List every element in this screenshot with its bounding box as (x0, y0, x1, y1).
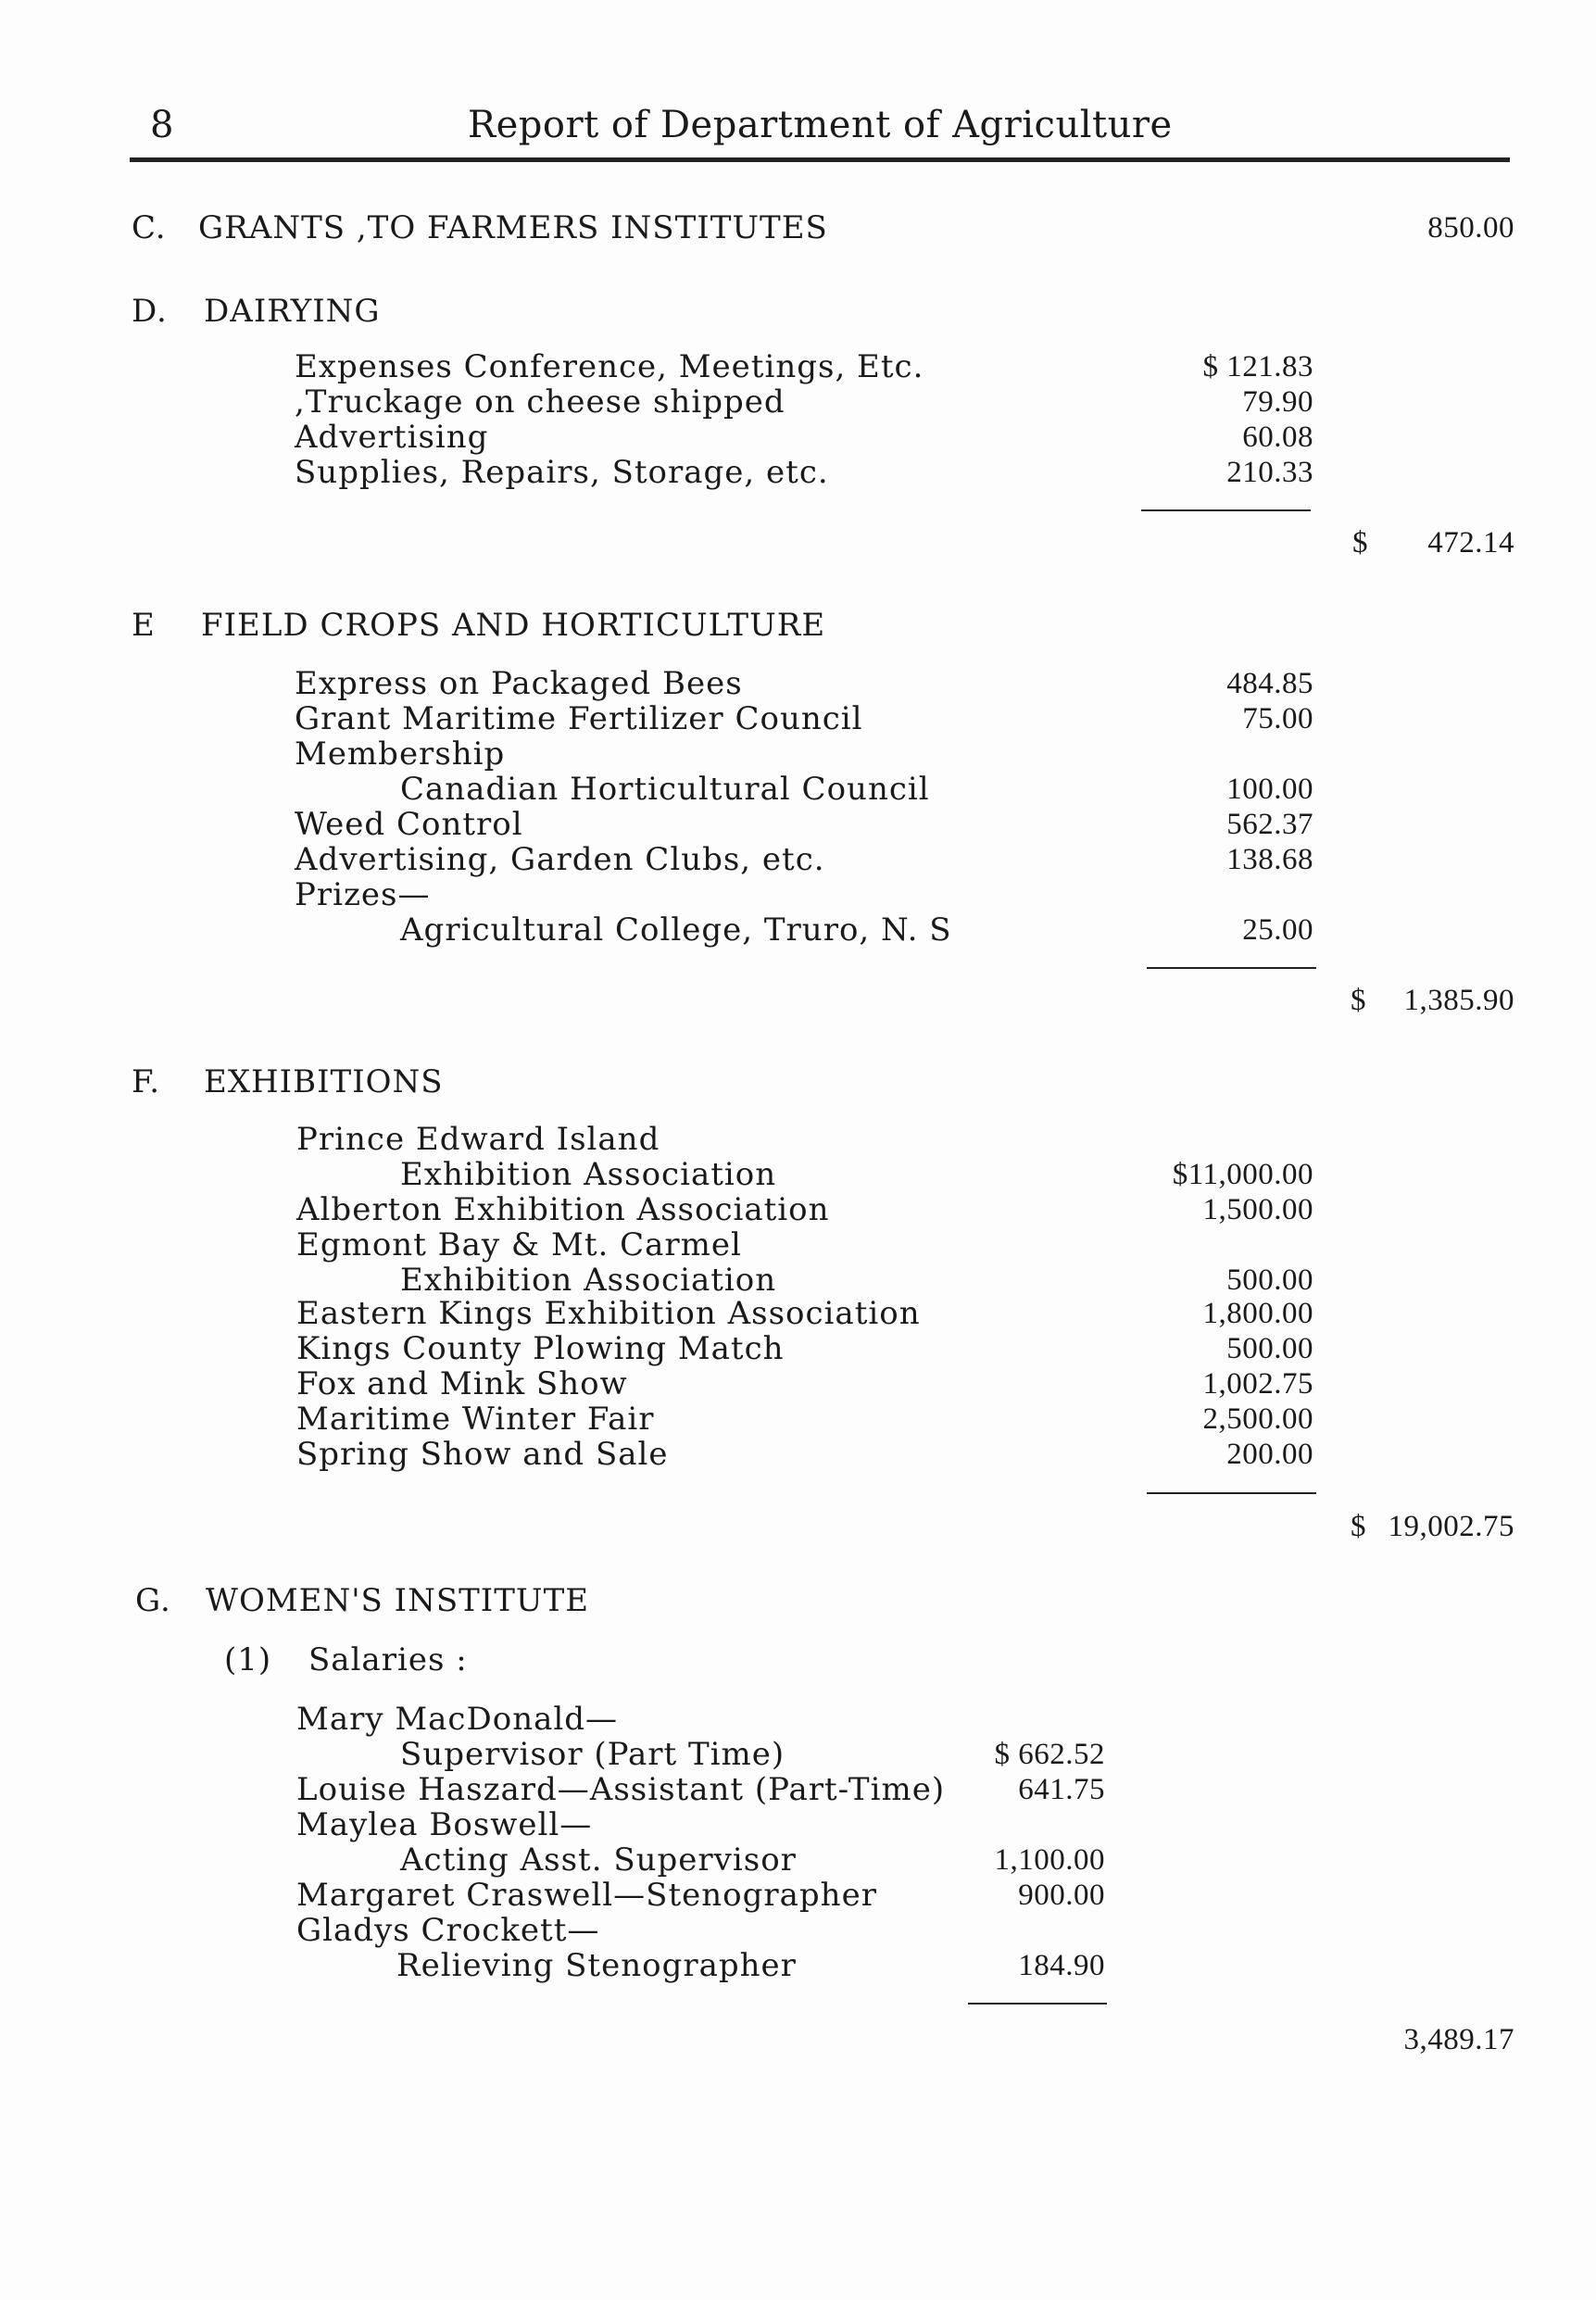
section-g-label: G. (135, 1582, 171, 1619)
section-g-item-amount: 184.90 (1018, 1949, 1105, 1982)
section-g-item-amount: 900.00 (1018, 1879, 1105, 1912)
section-f-item-text: Egmont Bay & Mt. Carmel (296, 1226, 742, 1263)
section-g-sub-title: Salaries : (308, 1641, 468, 1678)
section-f-item-amount: 2,500.00 (1202, 1402, 1313, 1436)
section-e-item-text: Canadian Horticultural Council (400, 771, 930, 808)
section-f-total: 19,002.75 (1388, 1510, 1514, 1543)
section-f-subtotal-rule (1147, 1492, 1316, 1494)
section-e-subtotal-rule (1147, 967, 1316, 969)
section-e-item-amount: 484.85 (1226, 667, 1313, 700)
section-g-item-text: Maylea Boswell— (296, 1806, 593, 1843)
section-g-item-text: Supervisor (Part Time) (400, 1736, 785, 1773)
section-g-title: WOMEN'S INSTITUTE (206, 1582, 590, 1619)
section-g-item-text: Acting Asst. Supervisor (400, 1841, 797, 1879)
section-f-item-amount: 1,002.75 (1202, 1367, 1313, 1401)
section-e-item-amount: 562.37 (1226, 808, 1313, 841)
section-d-item-amount: 210.33 (1226, 456, 1313, 489)
section-g-item-text: Mary MacDonald— (296, 1701, 619, 1738)
section-g-item-text: Louise Haszard—Assistant (Part-Time) (296, 1771, 946, 1808)
section-c-title: GRANTS ,TO FARMERS INSTITUTES (198, 209, 828, 246)
section-d-subtotal-rule (1141, 509, 1311, 511)
section-d-item-text: Expenses Conference, Meetings, Etc. (295, 348, 924, 385)
section-f-item-text: Exhibition Association (400, 1262, 777, 1299)
section-e-item-text: Advertising, Garden Clubs, etc. (295, 841, 825, 878)
section-d-item-text: Advertising (295, 419, 489, 456)
section-e-item-text: Express on Packaged Bees (295, 665, 743, 702)
section-g-item-amount: $ 662.52 (994, 1738, 1105, 1771)
section-d-label: D. (132, 293, 168, 330)
section-e-item-text: Prizes— (295, 876, 431, 913)
section-f-item-text: Maritime Winter Fair (296, 1401, 655, 1438)
section-f-item-amount: 500.00 (1226, 1332, 1313, 1365)
section-d-item-amount: $ 121.83 (1202, 350, 1313, 383)
section-f-item-amount: 1,800.00 (1202, 1297, 1313, 1330)
section-g-sub-label: (1) (224, 1641, 272, 1678)
section-d-total: 472.14 (1427, 526, 1514, 559)
section-g-item-amount: 641.75 (1018, 1773, 1105, 1806)
section-g-item-text: Gladys Crockett— (296, 1912, 600, 1949)
section-g-subtotal-rule (968, 2003, 1107, 2005)
section-f-item-text: Spring Show and Sale (296, 1436, 669, 1473)
section-g-item-text: Relieving Stenographer (396, 1947, 797, 1984)
section-f-item-amount: 1,500.00 (1202, 1193, 1313, 1226)
section-e-item-text: Agricultural College, Truro, N. S (400, 911, 952, 949)
section-f-item-text: Fox and Mink Show (296, 1365, 628, 1402)
section-e-total-currency: $ (1351, 984, 1366, 1017)
section-f-item-text: Exhibition Association (400, 1156, 777, 1193)
page-number: 8 (150, 104, 174, 146)
section-c-label: C. (132, 209, 167, 246)
section-f-item-amount: 200.00 (1226, 1438, 1313, 1471)
section-d-item-text: ,Truckage on cheese shipped (295, 383, 785, 421)
section-f-item-amount: 500.00 (1226, 1263, 1313, 1297)
section-d-item-text: Supplies, Repairs, Storage, etc. (295, 454, 829, 491)
section-f-item-text: Eastern Kings Exhibition Association (296, 1295, 921, 1332)
section-d-title: DAIRYING (204, 293, 381, 330)
section-f-label: F. (132, 1063, 161, 1100)
section-e-item-text: Weed Control (295, 806, 523, 843)
section-d-total-currency: $ (1352, 526, 1368, 559)
section-e-item-amount: 100.00 (1226, 773, 1313, 806)
section-e-item-text: Grant Maritime Fertilizer Council (295, 700, 863, 737)
section-f-item-text: Kings County Plowing Match (296, 1330, 785, 1367)
header-rule (130, 157, 1510, 162)
section-f-item-text: Alberton Exhibition Association (296, 1191, 830, 1228)
section-f-total-currency: $ (1351, 1510, 1366, 1543)
section-e-item-amount: 138.68 (1226, 843, 1313, 876)
section-f-item-amount: $11,000.00 (1172, 1158, 1313, 1191)
section-e-item-amount: 25.00 (1242, 913, 1313, 947)
section-e-title: FIELD CROPS AND HORTICULTURE (201, 607, 826, 644)
section-f-item-text: Prince Edward Island (296, 1121, 660, 1158)
section-g-item-amount: 1,100.00 (994, 1843, 1105, 1877)
section-d-item-amount: 60.08 (1242, 421, 1313, 454)
section-g-total: 3,489.17 (1403, 2023, 1514, 2056)
section-e-total: 1,385.90 (1403, 984, 1514, 1017)
page-title: Report of Department of Agriculture (468, 104, 1173, 146)
section-f-title: EXHIBITIONS (204, 1063, 444, 1100)
section-g-item-text: Margaret Craswell—Stenographer (296, 1877, 877, 1914)
section-e-item-amount: 75.00 (1242, 702, 1313, 735)
section-c-total: 850.00 (1427, 211, 1514, 245)
section-e-label: E (132, 607, 156, 644)
section-d-item-amount: 79.90 (1242, 385, 1313, 419)
section-e-item-text: Membership (295, 735, 506, 773)
